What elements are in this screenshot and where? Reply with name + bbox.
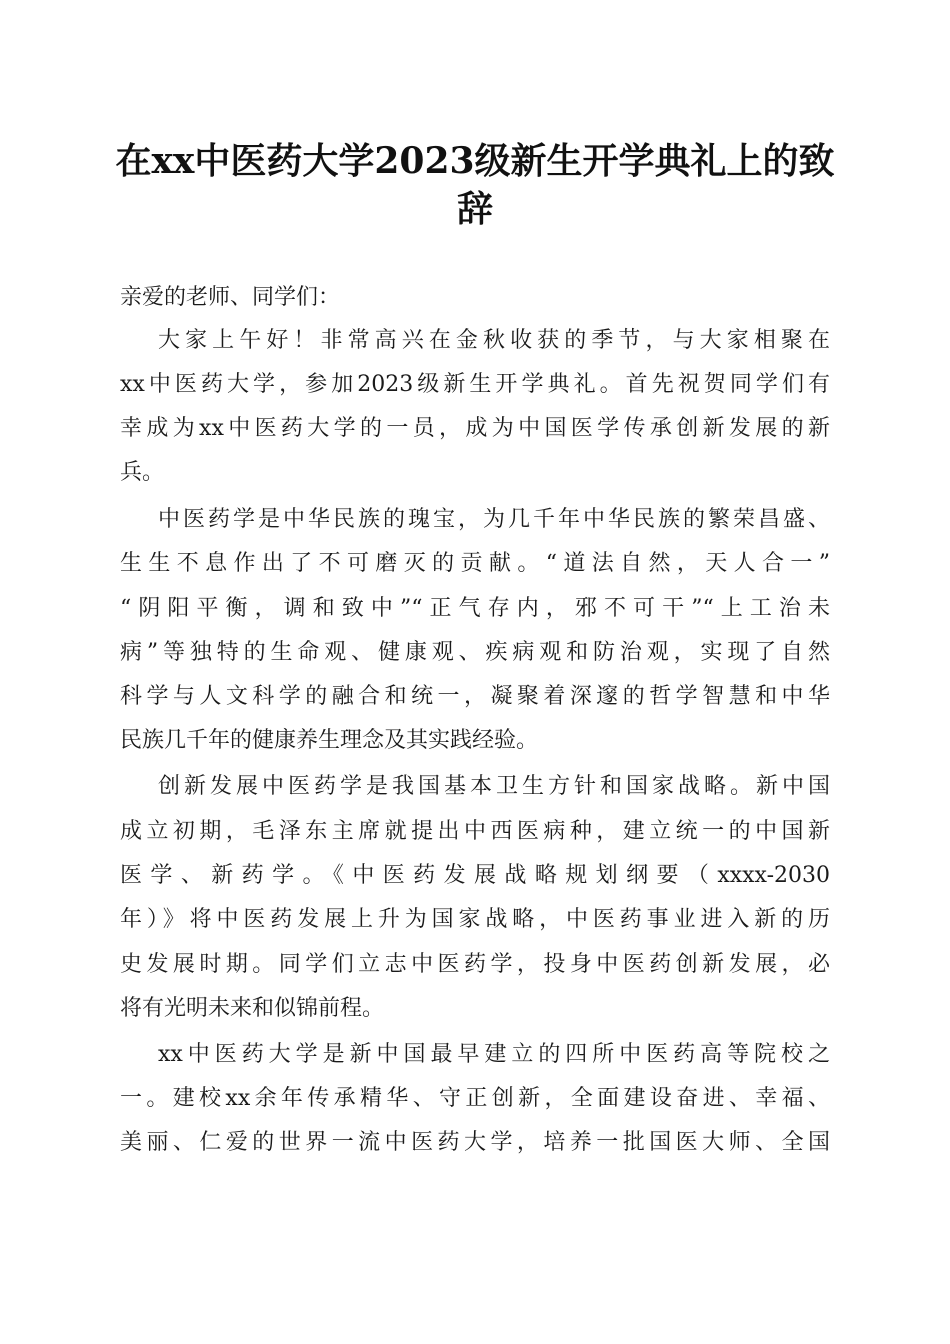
document-title-line-2: 辞: [456, 188, 493, 230]
paragraph-1-line-4: 兵。: [120, 460, 165, 485]
paragraph-1-line-3: 幸成为xx中医药大学的一员，成为中国医学传承创新发展的新: [120, 416, 830, 441]
salutation: 亲爱的老师、同学们：: [120, 285, 341, 310]
paragraph-1-line-1: 大家上午好！非常高兴在金秋收获的季节，与大家相聚在: [158, 328, 830, 353]
paragraph-1-line-2: xx中医药大学，参加2023级新生开学典礼。首先祝贺同学们有: [120, 372, 830, 397]
paragraph-3-line-6: 将有光明未来和似锦前程。: [120, 996, 385, 1021]
document-title-line-1: 在xx中医药大学2023级新生开学典礼上的致: [115, 140, 835, 182]
paragraph-2-line-2: 生生不息作出了不可磨灭的贡献。“道法自然，天人合一”: [120, 551, 830, 576]
paragraph-3-line-5: 史发展时期。同学们立志中医药学，投身中医药创新发展，必: [120, 952, 830, 977]
paragraph-3-line-2: 成立初期，毛泽东主席就提出中西医病种，建立统一的中国新: [120, 819, 830, 844]
paragraph-2-line-1: 中医药学是中华民族的瑰宝，为几千年中华民族的繁荣昌盛、: [158, 507, 830, 532]
paragraph-3-line-3: 医学、新药学。《中医药发展战略规划纲要（xxxx-2030: [120, 863, 830, 888]
paragraph-2-line-6: 民族几千年的健康养生理念及其实践经验。: [120, 728, 539, 753]
paragraph-2-line-5: 科学与人文科学的融合和统一，凝聚着深邃的哲学智慧和中华: [120, 684, 830, 709]
paragraph-4-line-3: 美丽、仁爱的世界一流中医药大学，培养一批国医大师、全国: [120, 1130, 830, 1155]
paragraph-3-line-1: 创新发展中医药学是我国基本卫生方针和国家战略。新中国: [158, 774, 830, 799]
paragraph-2-line-4: 病”等独特的生命观、健康观、疾病观和防治观，实现了自然: [120, 640, 830, 665]
paragraph-4-line-2: 一。建校xx余年传承精华、守正创新，全面建设奋进、幸福、: [120, 1086, 830, 1111]
paragraph-2-line-3: “阴阳平衡，调和致中”“正气存内，邪不可干”“上工治未: [120, 596, 830, 621]
paragraph-4-line-1: xx中医药大学是新中国最早建立的四所中医药高等院校之: [158, 1042, 830, 1067]
paragraph-3-line-4: 年）》将中医药发展上升为国家战略，中医药事业进入新的历: [120, 907, 830, 932]
